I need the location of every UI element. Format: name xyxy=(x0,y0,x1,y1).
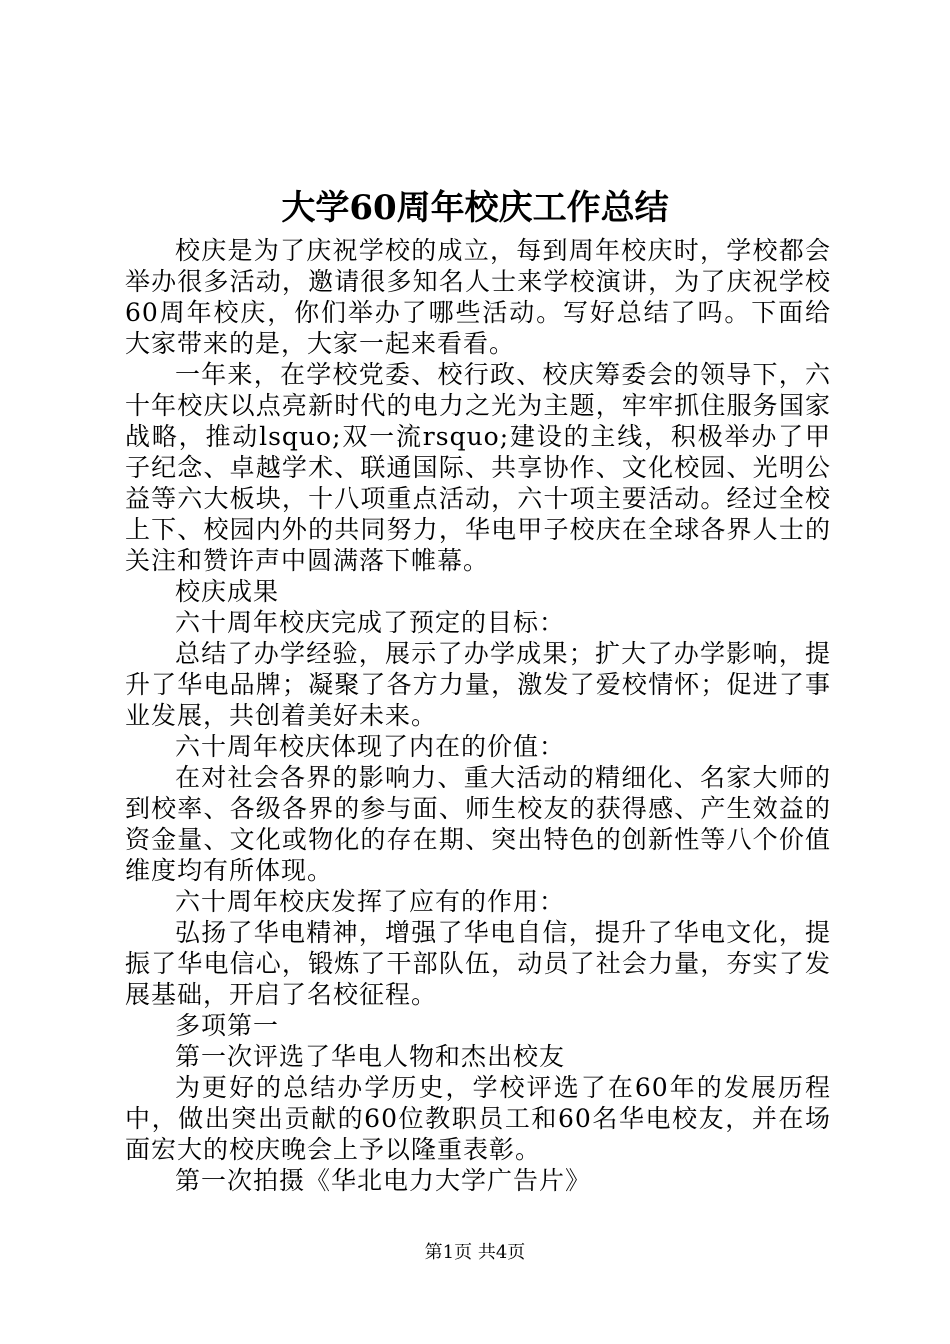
paragraph-overview: 一年来，在学校党委、校行政、校庆筹委会的领导下，六十年校庆以点亮新时代的电力之光为主题，牢牢抓住服务国家战略，推动lsquo;双一流rsquo;建设的主线，积极举办了甲子纪念、卓越学术、联通国际、共享协作、文化校园、光明公益等六大板块，十八项重点活动，六十项主要活动。经过全校上下、校园内外的共同努力，华电甲子校庆在全球各界人士的关注和赞许声中圆满落下帷幕。 xyxy=(125,360,831,575)
heading-results: 校庆成果 xyxy=(175,577,280,606)
page-footer: 第1页 共4页 xyxy=(424,1242,526,1263)
heading-firsts: 多项第一 xyxy=(175,1011,280,1040)
document-title: 大学60周年校庆工作总结 xyxy=(281,188,669,228)
document-body xyxy=(125,235,831,1196)
paragraph-effect: 弘扬了华电精神，增强了华电自信，提升了华电文化，提振了华电信心，锻炼了干部队伍，动员了社会力量，夯实了发展基础，开启了名校征程。 xyxy=(125,918,831,1009)
paragraph-first-selection: 为更好的总结办学历史，学校评选了在60年的发展历程中，做出突出贡献的60位教职员工和60名华电校友，并在场面宏大的校庆晚会上予以隆重表彰。 xyxy=(125,1073,831,1164)
paragraph-value-label: 六十周年校庆体现了内在的价值： xyxy=(175,732,566,761)
paragraph-first-selection-label: 第一次评选了华电人物和杰出校友 xyxy=(175,1042,566,1071)
paragraph-goals: 总结了办学经验，展示了办学成果；扩大了办学影响，提升了华电品牌；凝聚了各方力量，激发了爱校情怀；促进了事业发展，共创着美好未来。 xyxy=(125,639,831,730)
paragraph-first-film-label: 第一次拍摄《华北电力大学广告片》 xyxy=(175,1166,592,1195)
paragraph-effect-label: 六十周年校庆发挥了应有的作用： xyxy=(175,887,566,916)
paragraph-value: 在对社会各界的影响力、重大活动的精细化、名家大师的到校率、各级各界的参与面、师生校友的获得感、产生效益的资金量、文化或物化的存在期、突出特色的创新性等八个价值维度均有所体现。 xyxy=(125,763,831,885)
paragraph-intro: 校庆是为了庆祝学校的成立，每到周年校庆时，学校都会举办很多活动，邀请很多知名人士来学校演讲，为了庆祝学校60周年校庆，你们举办了哪些活动。写好总结了吗。下面给大家带来的是，大家一起来看看。 xyxy=(125,236,831,358)
paragraph-goals-label: 六十周年校庆完成了预定的目标： xyxy=(175,608,566,637)
